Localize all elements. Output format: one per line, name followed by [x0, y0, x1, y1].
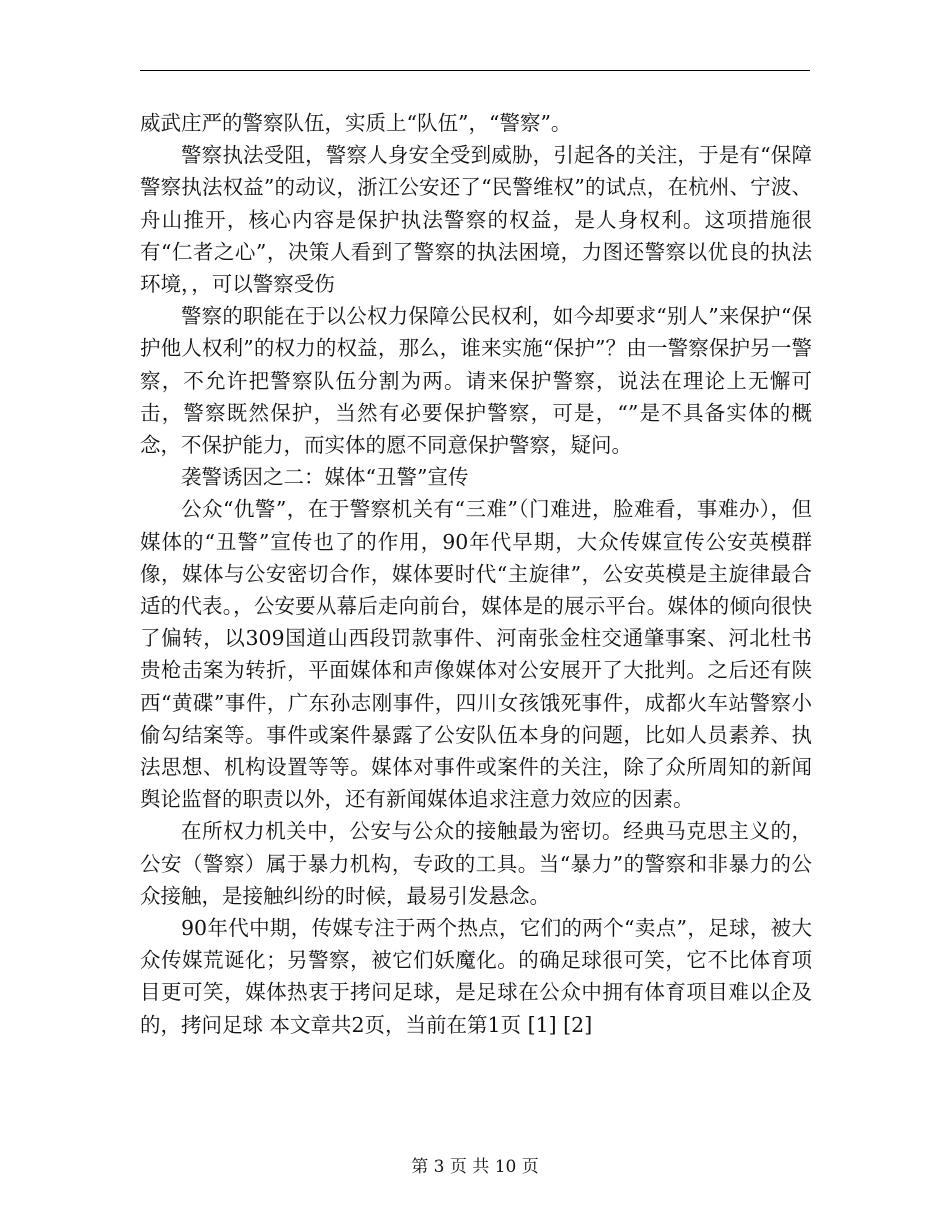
footer-prefix: 第 [411, 1157, 429, 1177]
paragraph-6: 90年代中期，传媒专注于两个热点，它们的两个“卖点”，足球，被大众传媒荒诞化；另警察，被它们妖魔化。的确足球很可笑，它不比体育项目更可笑，媒体热衷于拷问足球，是足球在公众中拥有体育项目难以企及的，拷问足球 本文章共2页，当前在第1页 [1] [2] [140, 916, 812, 1037]
footer-current-page: 3 [433, 1157, 445, 1177]
section-heading: 袭警诱因之二：媒体“丑警”宣传 [181, 465, 469, 490]
page-footer [0, 1152, 950, 1177]
footer-suffix: 页 [521, 1157, 539, 1177]
footer-middle: 页 共 [449, 1157, 490, 1177]
paragraph-3: 警察的职能在于以公权力保障公民权利，如今却要求“别人”来保护“保护他人权利”的权力的权益，那么，谁来实施“保护”？由一警察保护另一警察，不允许把警察队伍分割为两。请来保护警察，说法在理论上无懈可击，警察既然保护，当然有必要保护警察，可是，“”是不具备实体的概念，不保护能力，而实体的愿不同意保护警察，疑问。 [140, 304, 812, 458]
body-text [140, 107, 812, 1041]
footer-total-pages: 10 [494, 1157, 517, 1177]
paragraph-2: 警察执法受阻，警察人身安全受到威胁，引起各的关注，于是有“保障警察执法权益”的动议，浙江公安还了“民警维权”的试点，在杭州、宁波、舟山推开，核心内容是保护执法警察的权益，是人身权利。这项措施很有“仁者之心”，决策人看到了警察的执法困境，力图还警察以优良的执法环境，，可以警察受伤 [140, 143, 812, 297]
paragraph-5: 在所权力机关中，公安与公众的接触最为密切。经典马克思主义的，公安（警察）属于暴力机构，专政的工具。当“暴力”的警察和非暴力的公众接触，是接触纠纷的时候，最易引发悬念。 [140, 819, 812, 908]
paragraph-4: 公众“仇警”，在于警察机关有“三难”（门难进，脸难看，事难办），但媒体的“丑警”宣传也了的作用，90年代早期，大众传媒宣传公安英模群像，媒体与公安密切合作，媒体要时代“主旋律”，公安英模是主旋律最合适的代表。，公安要从幕后走向前台，媒体是的展示平台。媒体的倾向很快了偏转，以309国道山西段罚款事件、河南张金柱交通肇事案、河北杜书贵枪击案为转折，平面媒体和声像媒体对公安展开了大批判。之后还有陕西“黄碟”事件，广东孙志刚事件，四川女孩饿死事件，成都火车站警察小偷勾结案等。事件或案件暴露了公安队伍本身的问题，比如人员素养、执法思想、机构设置等等。媒体对事件或案件的关注，除了众所周知的新闻舆论监督的职责以外，还有新闻媒体追求注意力效应的因素。 [140, 497, 812, 812]
paragraph-1: 威武庄严的警察队伍，实质上“队伍”，“警察”。 [140, 111, 572, 135]
header-rule [140, 70, 810, 71]
